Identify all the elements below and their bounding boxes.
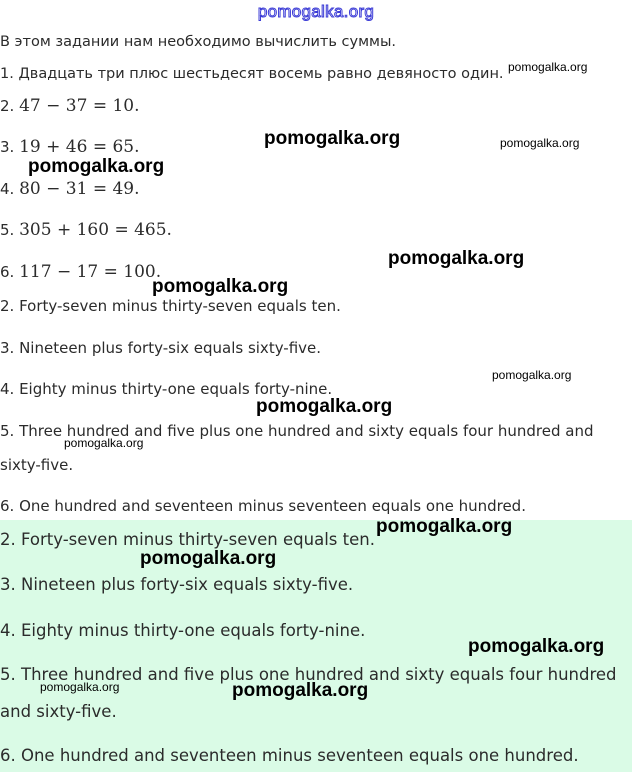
words-line-2: 2. Forty-seven minus thirty-seven equals ten.: [0, 297, 341, 315]
equation-expression: 117 − 17 = 100.: [19, 262, 162, 282]
watermark: pomogalka.org: [492, 368, 572, 382]
equation-line-2: [0, 96, 140, 116]
green-line-4: 4. Eighty minus thirty-one equals forty-nine.: [0, 621, 366, 640]
equation-expression: 47 − 37 = 10.: [19, 96, 140, 116]
green-line-2: 2. Forty-seven minus thirty-seven equals ten.: [0, 530, 375, 549]
watermark: pomogalka.org: [40, 680, 120, 694]
equation-line-5: [0, 220, 172, 240]
equation-number: 6.: [0, 263, 15, 281]
green-line-3: 3. Nineteen plus forty-six equals sixty-five.: [0, 575, 354, 594]
watermark: pomogalka.org: [500, 136, 580, 150]
watermark: pomogalka.org: [64, 436, 144, 450]
words-line-3: 3. Nineteen plus forty-six equals sixty-five.: [0, 339, 322, 357]
equation-line-3: [0, 137, 140, 157]
watermark: pomogalka.org: [256, 396, 393, 417]
equation-line-6: [0, 262, 161, 282]
watermark: pomogalka.org: [232, 680, 369, 701]
equation-number: 4.: [0, 180, 15, 198]
equation-number: 5.: [0, 221, 15, 239]
watermark: pomogalka.org: [388, 248, 525, 269]
words-line-4: 4. Eighty minus thirty-one equals forty-nine.: [0, 380, 333, 398]
equation-expression: 80 − 31 = 49.: [19, 179, 140, 199]
words-line-5: 5. Three hundred and five plus one hundred and sixty equals four hundred and: [0, 422, 594, 440]
green-line-5-cont: and sixty-five.: [0, 702, 117, 721]
green-line-5: 5. Three hundred and five plus one hundred and sixty equals four hundred: [0, 665, 617, 684]
site-header-logo: pomogalka.org: [257, 2, 375, 21]
watermark: pomogalka.org: [508, 60, 588, 74]
watermark: pomogalka.org: [140, 548, 277, 569]
words-line-6: 6. One hundred and seventeen minus seventeen equals one hundred.: [0, 497, 526, 515]
equation-number: 3.: [0, 138, 15, 156]
watermark: pomogalka.org: [264, 128, 401, 149]
equation-expression: 19 + 46 = 65.: [19, 137, 140, 157]
equation-number: 2.: [0, 97, 15, 115]
green-line-6: 6. One hundred and seventeen minus seventeen equals one hundred.: [0, 746, 579, 765]
watermark: pomogalka.org: [152, 276, 289, 297]
watermark: pomogalka.org: [376, 516, 513, 537]
words-line-5-cont: sixty-five.: [0, 456, 74, 474]
watermark: pomogalka.org: [28, 156, 165, 177]
watermark: pomogalka.org: [468, 636, 605, 657]
equation-expression: 305 + 160 = 465.: [19, 220, 172, 240]
intro-text: В этом задании нам необходимо вычислить суммы.: [0, 34, 397, 50]
answer-line-1: 1. Двадцать три плюс шестьдесят восемь равно девяносто один.: [0, 66, 504, 82]
equation-line-4: [0, 179, 140, 199]
